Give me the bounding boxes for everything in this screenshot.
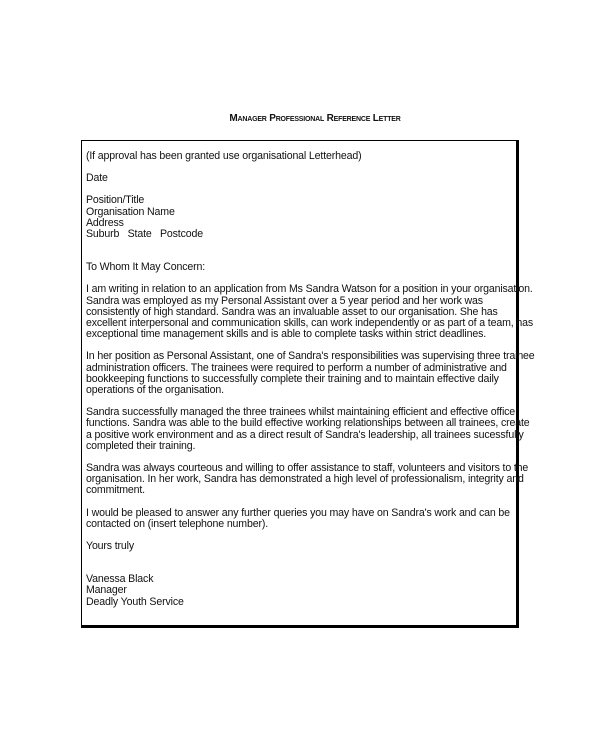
recipient-organisation: Organisation Name (86, 205, 175, 218)
recipient-suburb-state-postcode: Suburb State Postcode (86, 228, 203, 241)
signature-organisation: Deadly Youth Service (86, 595, 184, 608)
paragraph-line: Sandra successfully managed the three trainees whilst maintaining efficient and effective office (86, 406, 516, 419)
salutation: To Whom It May Concern: (86, 261, 206, 274)
document-title: Manager Professional Reference Letter (229, 113, 401, 124)
recipient-position: Position/Title (86, 194, 145, 207)
paragraph-line: commitment. (86, 484, 145, 497)
paragraph-line: contacted on (insert telephone number). (86, 517, 269, 530)
paragraph-1 (86, 283, 533, 341)
signature-title: Manager (86, 584, 127, 597)
paragraph-line: functions. Sandra was able to the build effective working relationships between all trainees, create (86, 417, 530, 430)
paragraph-line: bookkeeping functions to successfully complete their training and to maintain effective daily (86, 372, 499, 385)
signature-name: Vanessa Black (86, 573, 154, 586)
letterhead-note: (If approval has been granted use organisational Letterhead) (86, 150, 362, 162)
letter-body-box (81, 140, 535, 628)
paragraph-line: organisation. In her work, Sandra has demonstrated a high level of professionalism, integrity and (86, 473, 524, 486)
paragraph-line: In her position as Personal Assistant, one of Sandra's responsibilities was supervising three trainee (86, 350, 535, 363)
paragraph-5 (86, 508, 514, 530)
closing: Yours truly (86, 540, 135, 553)
letter-content (86, 150, 535, 608)
paragraph-line: completed their training. (86, 439, 196, 452)
paragraph-line: consistently of high standard. Sandra was an invaluable asset to our organisation. She has (86, 305, 498, 318)
paragraph-3 (86, 406, 530, 452)
paragraph-line: exceptional time management skills and is able to complete tasks within strict deadlines. (86, 328, 487, 341)
paragraph-2 (86, 350, 535, 397)
paragraph-line: Sandra was always courteous and willing to offer assistance to staff, volunteers and visitors to the (86, 462, 529, 475)
recipient-address: Address (86, 216, 124, 229)
paragraph-line: a positive work environment and as a direct result of Sandra's leadership, all trainees sucessfully (86, 428, 524, 441)
paragraph-line: I am writing in relation to an application from Ms Sandra Watson for a position in your organisation. (86, 283, 533, 296)
paragraph-line: operations of the organisation. (86, 384, 224, 397)
paragraph-line: administration officers. The trainees were required to perform a number of administrative and (86, 361, 507, 374)
paragraph-line: Sandra was employed as my Personal Assistant over a 5 year period and her work was (86, 294, 483, 307)
paragraph-line: I would be pleased to answer any further queries you may have on Sandra's work and can be (86, 506, 510, 519)
paragraph-line: excellent interpersonal and communication skills, can work independently or as part of a team, has (86, 317, 533, 330)
paragraph-4 (86, 462, 529, 497)
date-label: Date (86, 172, 108, 185)
